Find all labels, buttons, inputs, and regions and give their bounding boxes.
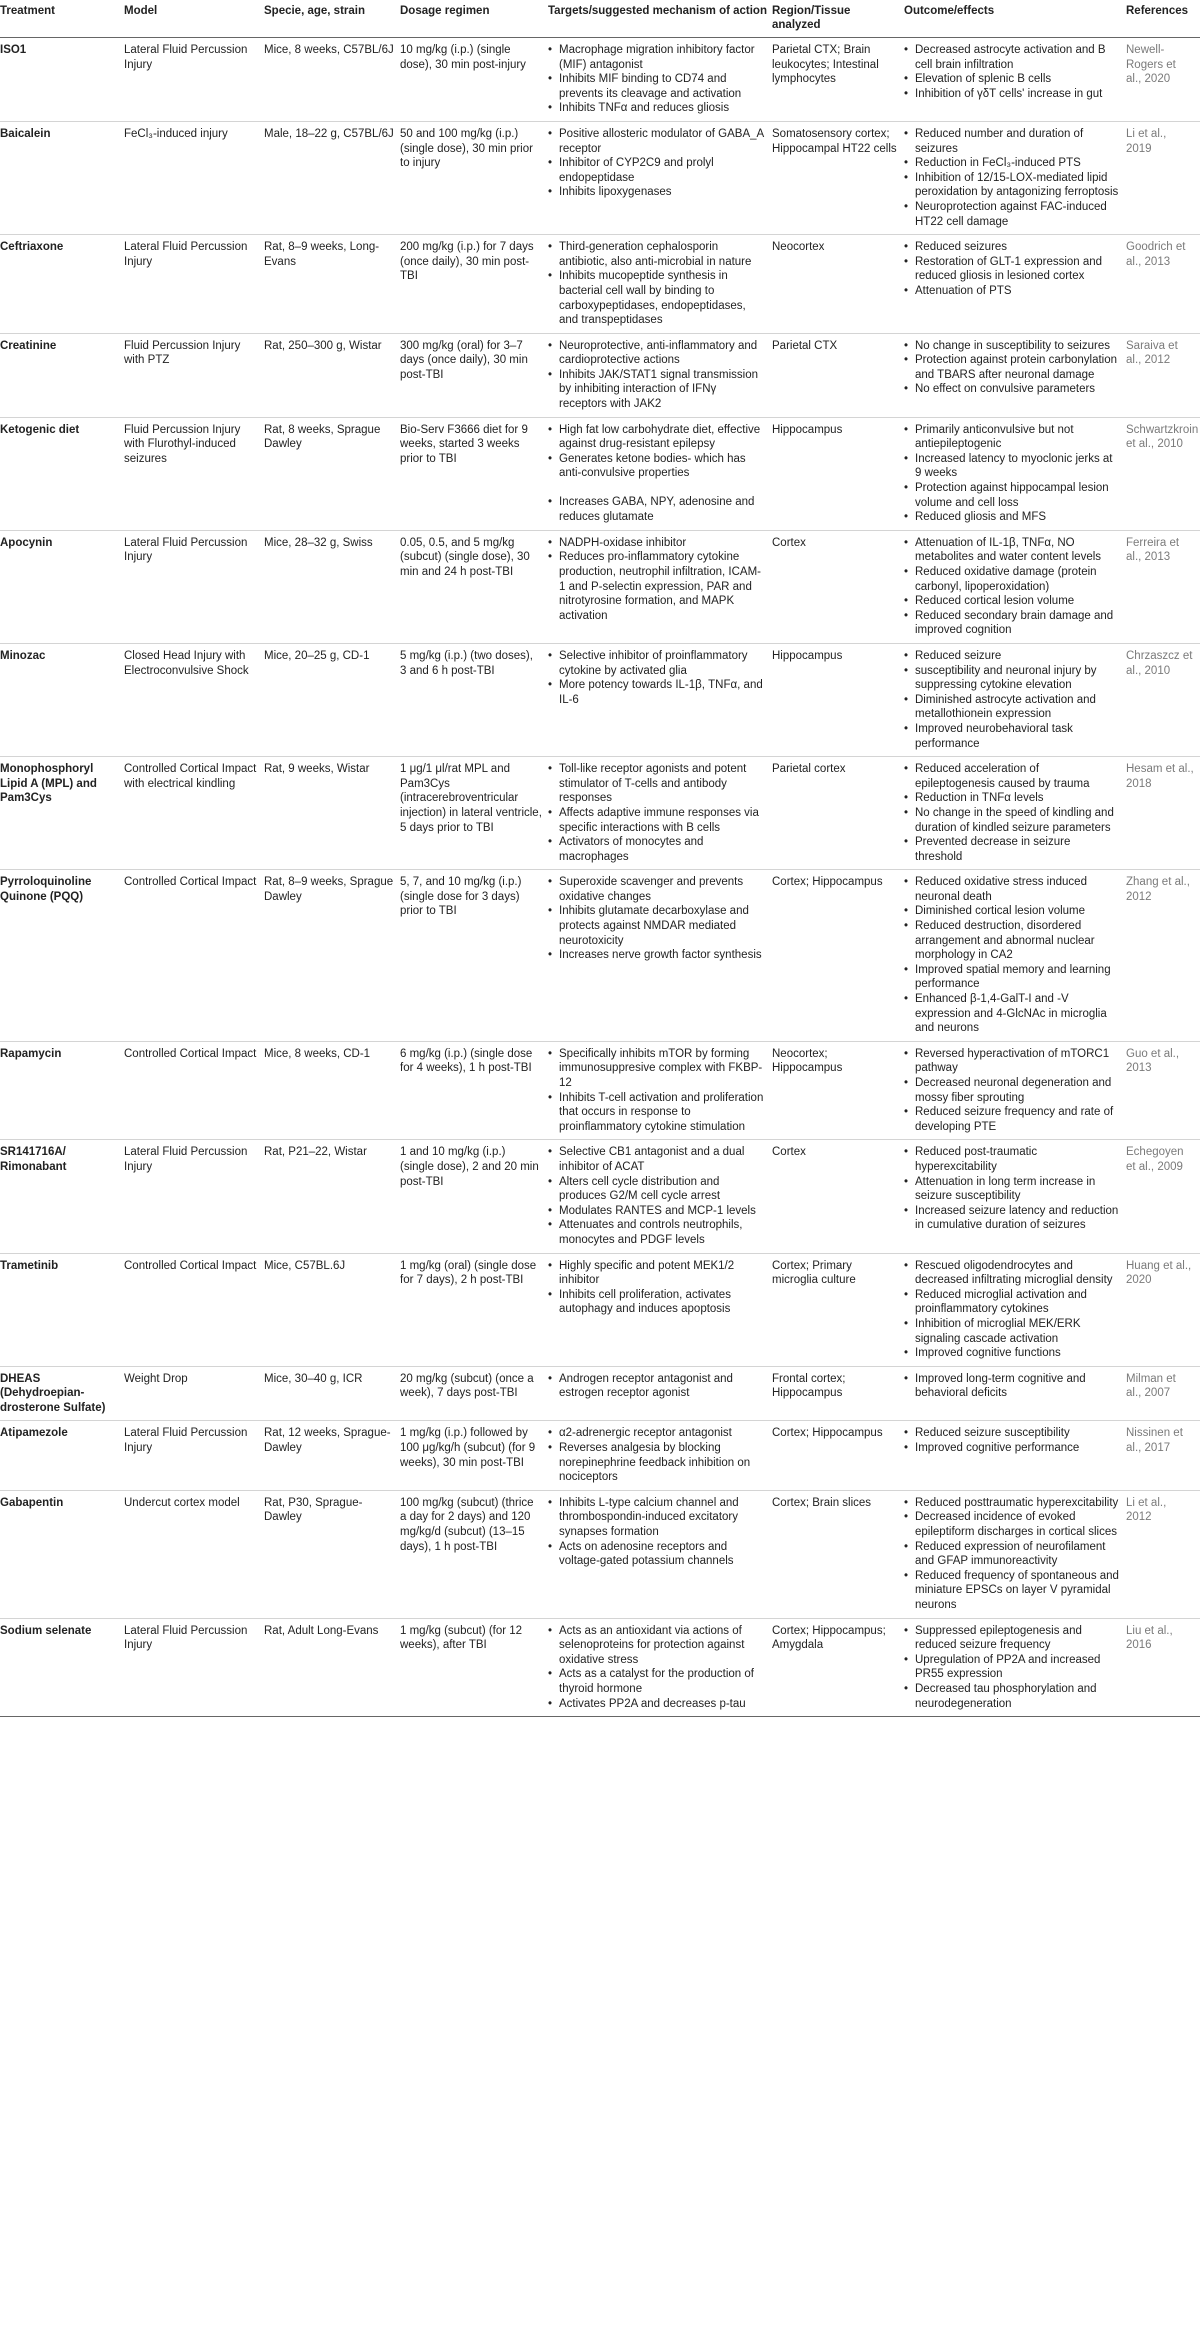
list-item: • Alters cell cycle distribution and produces G2/M cell cycle arrest [548,1175,766,1204]
list-item: • Enhanced β-1,4-GalT-I and -V expression and 4-GlcNAc in microglia and neurons [904,992,1120,1036]
list-item: • Reverses analgesia by blocking norepinephrine feedback inhibition on nociceptors [548,1441,766,1485]
list-item: • Positive allosteric modulator of GABA_A receptor [548,127,766,156]
list-item: • High fat low carbohydrate diet, effective against drug-resistant epilepsy [548,423,766,452]
targets-cell-list [548,762,766,864]
reference-cell: Chrzaszcz et al., 2010 [1126,643,1200,756]
targets-cell [548,235,772,334]
model-cell: Lateral Fluid Percussion Injury [124,1421,264,1490]
region-cell: Cortex [772,1140,904,1253]
list-item: • Inhibits lipoxygenases [548,185,766,200]
list-item: • Prevented decrease in seizure threshold [904,835,1120,864]
reference-cell: Echegoyen et al., 2009 [1126,1140,1200,1253]
targets-cell-list [548,536,766,624]
header-treatment: Treatment [0,0,124,38]
dosage-cell: 5, 7, and 10 mg/kg (i.p.) (single dose for 3 days) prior to TBI [400,870,548,1042]
header-references: References [1126,0,1200,38]
table-row [0,1140,1200,1253]
list-item: • Reduces pro-inflammatory cytokine production, neutrophil infiltration, ICAM-1 and P-selectin expression, PAR and nitrotyrosine formation, and MAPK activation [548,550,766,623]
reference-cell: Hesam et al., 2018 [1126,757,1200,870]
outcome-cell-list [904,762,1120,864]
treatment-cell: Baicalein [0,121,124,234]
treatment-cell: Minozac [0,643,124,756]
list-item: • Attenuation of PTS [904,284,1120,299]
outcome-cell [904,1421,1126,1490]
targets-cell [548,333,772,417]
list-item: • α2-adrenergic receptor antagonist [548,1426,766,1441]
outcome-cell [904,757,1126,870]
list-item: • Reduced number and duration of seizures [904,127,1120,156]
treatment-cell: Rapamycin [0,1041,124,1140]
region-cell: Cortex; Hippocampus [772,870,904,1042]
targets-cell-list [548,1259,766,1317]
list-item: • Improved neurobehavioral task performance [904,722,1120,751]
dosage-cell: 100 mg/kg (subcut) (thrice a day for 2 days) and 120 mg/kg/d (subcut) (13–15 days), 1 h post-TBI [400,1490,548,1618]
table-row [0,1490,1200,1618]
list-item: • Elevation of splenic B cells [904,72,1120,87]
list-item: • Upregulation of PP2A and increased PR55 expression [904,1653,1120,1682]
list-item: • Highly specific and potent MEK1/2 inhibitor [548,1259,766,1288]
list-item: • Diminished astrocyte activation and metallothionein expression [904,693,1120,722]
reference-cell: Milman et al., 2007 [1126,1366,1200,1421]
region-cell: Cortex; Brain slices [772,1490,904,1618]
list-item: • Selective CB1 antagonist and a dual inhibitor of ACAT [548,1145,766,1174]
reference-cell: Schwartzkroin et al., 2010 [1126,417,1200,530]
list-item: • No effect on convulsive parameters [904,382,1120,397]
region-cell: Cortex [772,530,904,643]
targets-cell [548,1140,772,1253]
targets-cell-list [548,1145,766,1247]
treatment-cell: Creatinine [0,333,124,417]
list-item: • Affects adaptive immune responses via specific interactions with B cells [548,806,766,835]
list-item: • Suppressed epileptogenesis and reduced seizure frequency [904,1624,1120,1653]
outcome-cell-list [904,536,1120,638]
model-cell: Undercut cortex model [124,1490,264,1618]
region-cell: Parietal CTX; Brain leukocytes; Intestinal lymphocytes [772,38,904,122]
list-item: • Reduced acceleration of epileptogenesis caused by trauma [904,762,1120,791]
list-item: • Increased latency to myoclonic jerks at 9 weeks [904,452,1120,481]
targets-cell-list [548,649,766,707]
list-item: • susceptibility and neuronal injury by suppressing cytokine elevation [904,664,1120,693]
outcome-cell [904,1041,1126,1140]
outcome-cell [904,1366,1126,1421]
species-cell: Rat, 8 weeks, Sprague Dawley [264,417,400,530]
table-row [0,38,1200,122]
outcome-cell [904,38,1126,122]
table-row [0,1041,1200,1140]
list-item: • No change in the speed of kindling and duration of kindled seizure parameters [904,806,1120,835]
targets-cell [548,1618,772,1717]
list-item: • Attenuation of IL-1β, TNFα, NO metabolites and water content levels [904,536,1120,565]
targets-cell [548,643,772,756]
list-item: • Reduction in TNFα levels [904,791,1120,806]
dosage-cell: 10 mg/kg (i.p.) (single dose), 30 min post-injury [400,38,548,122]
region-cell: Cortex; Primary microglia culture [772,1253,904,1366]
outcome-cell [904,235,1126,334]
table-header-row [0,0,1200,38]
treatment-cell: Ketogenic diet [0,417,124,530]
species-cell: Mice, 30–40 g, ICR [264,1366,400,1421]
model-cell: Closed Head Injury with Electroconvulsive Shock [124,643,264,756]
dosage-cell: 1 mg/kg (i.p.) followed by 100 μg/kg/h (subcut) (for 9 weeks), 30 min post-TBI [400,1421,548,1490]
table-row [0,121,1200,234]
species-cell: Male, 18–22 g, C57BL/6J [264,121,400,234]
list-item: • Decreased astrocyte activation and B cell brain infiltration [904,43,1120,72]
outcome-cell-list [904,339,1120,397]
targets-cell [548,1366,772,1421]
species-cell: Mice, 8 weeks, CD-1 [264,1041,400,1140]
list-item: • Third-generation cephalosporin antibiotic, also anti-microbial in nature [548,240,766,269]
list-item: • Inhibitor of CYP2C9 and prolyl endopeptidase [548,156,766,185]
targets-cell [548,417,772,530]
dosage-cell: 0.05, 0.5, and 5 mg/kg (subcut) (single dose), 30 min and 24 h post-TBI [400,530,548,643]
species-cell: Rat, 8–9 weeks, Long-Evans [264,235,400,334]
treatment-cell: Trametinib [0,1253,124,1366]
reference-cell: Goodrich et al., 2013 [1126,235,1200,334]
list-item: • Improved cognitive functions [904,1346,1120,1361]
list-item: • Toll-like receptor agonists and potent stimulator of T-cells and antibody responses [548,762,766,806]
model-cell: Fluid Percussion Injury with Flurothyl-induced seizures [124,417,264,530]
list-item: • Inhibits JAK/STAT1 signal transmission by inhibiting interaction of IFNγ receptors with JAK2 [548,368,766,412]
list-item: • Inhibits cell proliferation, activates autophagy and induces apoptosis [548,1288,766,1317]
outcome-cell [904,1253,1126,1366]
reference-cell: Li et al., 2012 [1126,1490,1200,1618]
species-cell: Rat, Adult Long-Evans [264,1618,400,1717]
targets-cell [548,1421,772,1490]
species-cell: Mice, 8 weeks, C57BL/6J [264,38,400,122]
outcome-cell-list [904,1259,1120,1361]
species-cell: Rat, P30, Sprague-Dawley [264,1490,400,1618]
list-item: • NADPH-oxidase inhibitor [548,536,766,551]
list-item: • Inhibits MIF binding to CD74 and prevents its cleavage and activation [548,72,766,101]
dosage-cell: 1 and 10 mg/kg (i.p.) (single dose), 2 and 20 min post-TBI [400,1140,548,1253]
list-item: • Reduction in FeCl₃-induced PTS [904,156,1120,171]
region-cell: Hippocampus [772,417,904,530]
targets-cell [548,121,772,234]
list-item: • Improved cognitive performance [904,1441,1120,1456]
list-item: • Inhibits glutamate decarboxylase and protects against NMDAR mediated neurotoxicity [548,904,766,948]
list-item: • Inhibition of 12/15-LOX-mediated lipid peroxidation by antagonizing ferroptosis [904,171,1120,200]
list-item: • Reduced seizure [904,649,1120,664]
table-row [0,1421,1200,1490]
list-item: • Inhibits L-type calcium channel and thrombospondin-induced excitatory synapses formation [548,1496,766,1540]
model-cell: Fluid Percussion Injury with PTZ [124,333,264,417]
species-cell: Rat, 8–9 weeks, Sprague Dawley [264,870,400,1042]
targets-cell-list [548,127,766,200]
list-item: • Reduced frequency of spontaneous and miniature EPSCs on layer V pyramidal neurons [904,1569,1120,1613]
dosage-cell: 1 μg/1 μl/rat MPL and Pam3Cys (intracerebroventricular injection) in lateral ventricle, 5 days prior to TBI [400,757,548,870]
region-cell: Parietal cortex [772,757,904,870]
table-row [0,870,1200,1042]
list-item: • Reduced seizure frequency and rate of developing PTE [904,1105,1120,1134]
list-item: • Acts on adenosine receptors and voltage-gated potassium channels [548,1540,766,1569]
header-outcome: Outcome/effects [904,0,1126,38]
table-row [0,1366,1200,1421]
table-body [0,38,1200,1717]
dosage-cell: 200 mg/kg (i.p.) for 7 days (once daily), 30 min post-TBI [400,235,548,334]
list-item: • Reduced cortical lesion volume [904,594,1120,609]
model-cell: FeCl₃-induced injury [124,121,264,234]
list-item: • Restoration of GLT-1 expression and reduced gliosis in lesioned cortex [904,255,1120,284]
outcome-cell [904,643,1126,756]
model-cell: Controlled Cortical Impact [124,870,264,1042]
list-item: • No change in susceptibility to seizures [904,339,1120,354]
list-item: • Increases nerve growth factor synthesis [548,948,766,963]
list-item: • Inhibits TNFα and reduces gliosis [548,101,766,116]
list-item: • Protection against protein carbonylation and TBARS after neuronal damage [904,353,1120,382]
outcome-cell-list [904,1496,1120,1613]
model-cell: Lateral Fluid Percussion Injury [124,1618,264,1717]
region-cell: Cortex; Hippocampus [772,1421,904,1490]
targets-cell-list [548,1372,766,1401]
list-item: • Reduced expression of neurofilament and GFAP immunoreactivity [904,1540,1120,1569]
outcome-cell [904,1140,1126,1253]
list-item: • Reduced posttraumatic hyperexcitability [904,1496,1120,1511]
list-item: • Decreased neuronal degeneration and mossy fiber sprouting [904,1076,1120,1105]
targets-cell [548,870,772,1042]
table-row [0,530,1200,643]
reference-cell: Newell-Rogers et al., 2020 [1126,38,1200,122]
species-cell: Rat, 12 weeks, Sprague-Dawley [264,1421,400,1490]
reference-cell: Li et al., 2019 [1126,121,1200,234]
treatment-cell: Ceftriaxone [0,235,124,334]
list-item: • Increases GABA, NPY, adenosine and reduces glutamate [548,495,766,524]
list-item: • Primarily anticonvulsive but not antiepileptogenic [904,423,1120,452]
species-cell: Mice, 20–25 g, CD-1 [264,643,400,756]
treatment-cell: Gabapentin [0,1490,124,1618]
list-item: • Attenuation in long term increase in seizure susceptibility [904,1175,1120,1204]
dosage-cell: Bio-Serv F3666 diet for 9 weeks, started 3 weeks prior to TBI [400,417,548,530]
list-item: • Superoxide scavenger and prevents oxidative changes [548,875,766,904]
table-row [0,333,1200,417]
species-cell: Rat, 9 weeks, Wistar [264,757,400,870]
outcome-cell [904,530,1126,643]
species-cell: Rat, P21–22, Wistar [264,1140,400,1253]
list-item: • Rescued oligodendrocytes and decreased infiltrating microglial density [904,1259,1120,1288]
outcome-cell-list [904,1624,1120,1712]
outcome-cell-list [904,43,1120,101]
outcome-cell-list [904,875,1120,1036]
list-item: • Inhibits mucopeptide synthesis in bacterial cell wall by binding to carboxypeptidases, endopeptidases, and transpeptidases [548,269,766,327]
treatment-cell: SR141716A/ Rimonabant [0,1140,124,1253]
dosage-cell: 1 mg/kg (subcut) (for 12 weeks), after TBI [400,1618,548,1717]
list-item: • Modulates RANTES and MCP-1 levels [548,1204,766,1219]
header-region: Region/Tissue analyzed [772,0,904,38]
reference-cell: Nissinen et al., 2017 [1126,1421,1200,1490]
table-row [0,1618,1200,1717]
outcome-cell-list [904,1145,1120,1233]
treatment-cell: Monophosphoryl Lipid A (MPL) and Pam3Cys [0,757,124,870]
header-targets: Targets/suggested mechanism of action [548,0,772,38]
table-row [0,1253,1200,1366]
list-item: • Neuroprotection against FAC-induced HT22 cell damage [904,200,1120,229]
species-cell: Mice, C57BL.6J [264,1253,400,1366]
model-cell: Lateral Fluid Percussion Injury [124,1140,264,1253]
outcome-cell [904,417,1126,530]
species-cell: Rat, 250–300 g, Wistar [264,333,400,417]
list-item: • Activators of monocytes and macrophages [548,835,766,864]
targets-cell-list [548,339,766,412]
model-cell: Weight Drop [124,1366,264,1421]
reference-cell: Ferreira et al., 2013 [1126,530,1200,643]
outcome-cell-list [904,240,1120,298]
list-item: • Inhibition of γδT cells' increase in gut [904,87,1120,102]
list-item: • Selective inhibitor of proinflammatory cytokine by activated glia [548,649,766,678]
list-item: • Decreased incidence of evoked epileptiform discharges in cortical slices [904,1510,1120,1539]
outcome-cell [904,333,1126,417]
region-cell: Parietal CTX [772,333,904,417]
list-item: • Reduced secondary brain damage and improved cognition [904,609,1120,638]
list-item: • Diminished cortical lesion volume [904,904,1120,919]
targets-cell [548,1041,772,1140]
region-cell: Neocortex; Hippocampus [772,1041,904,1140]
model-cell: Lateral Fluid Percussion Injury [124,530,264,643]
dosage-cell: 5 mg/kg (i.p.) (two doses), 3 and 6 h post-TBI [400,643,548,756]
list-item: • More potency towards IL-1β, TNFα, and IL-6 [548,678,766,707]
targets-cell-list [548,1426,766,1484]
list-item: • Neuroprotective, anti-inflammatory and cardioprotective actions [548,339,766,368]
dosage-cell: 1 mg/kg (oral) (single dose for 7 days), 2 h post-TBI [400,1253,548,1366]
outcome-cell-list [904,1372,1120,1401]
dosage-cell: 6 mg/kg (i.p.) (single dose for 4 weeks), 1 h post-TBI [400,1041,548,1140]
list-item: • Acts as a catalyst for the production of thyroid hormone [548,1667,766,1696]
reference-cell: Zhang et al., 2012 [1126,870,1200,1042]
targets-cell-list [548,240,766,328]
targets-cell-list [548,1496,766,1569]
targets-cell [548,530,772,643]
table-row [0,235,1200,334]
list-item: • Attenuates and controls neutrophils, monocytes and PDGF levels [548,1218,766,1247]
targets-cell-list [548,423,766,525]
list-item: • Activates PP2A and decreases p-tau [548,1697,766,1712]
outcome-cell [904,1490,1126,1618]
region-cell: Cortex; Hippocampus; Amygdala [772,1618,904,1717]
list-item: • Reduced destruction, disordered arrangement and abnormal nuclear morphology in CA2 [904,919,1120,963]
model-cell: Lateral Fluid Percussion Injury [124,38,264,122]
region-cell: Hippocampus [772,643,904,756]
list-item: • Inhibition of microglial MEK/ERK signaling cascade activation [904,1317,1120,1346]
targets-cell [548,757,772,870]
treatment-cell: Apocynin [0,530,124,643]
treatment-cell: Sodium selenate [0,1618,124,1717]
list-item: • Reduced oxidative damage (protein carbonyl, lipoperoxidation) [904,565,1120,594]
region-cell: Somatosensory cortex; Hippocampal HT22 cells [772,121,904,234]
list-item: • Generates ketone bodies- which has anti-convulsive properties [548,452,766,481]
table-row [0,417,1200,530]
header-model: Model [124,0,264,38]
model-cell: Controlled Cortical Impact [124,1041,264,1140]
model-cell: Controlled Cortical Impact with electrical kindling [124,757,264,870]
outcome-cell-list [904,1047,1120,1135]
species-cell: Mice, 28–32 g, Swiss [264,530,400,643]
region-cell: Frontal cortex; Hippocampus [772,1366,904,1421]
list-item: • Specifically inhibits mTOR by forming immunosuppresive complex with FKBP-12 [548,1047,766,1091]
outcome-cell-list [904,649,1120,751]
list-item: • Inhibits T-cell activation and proliferation that occurs in response to proinflammatory cytokine stimulation [548,1091,766,1135]
list-item: • Reversed hyperactivation of mTORC1 pathway [904,1047,1120,1076]
table-row [0,757,1200,870]
targets-cell-list [548,43,766,116]
list-item: • Reduced seizures [904,240,1120,255]
reference-cell: Liu et al., 2016 [1126,1618,1200,1717]
region-cell: Neocortex [772,235,904,334]
list-item: • Reduced post-traumatic hyperexcitability [904,1145,1120,1174]
list-item: • Macrophage migration inhibitory factor (MIF) antagonist [548,43,766,72]
targets-cell [548,1253,772,1366]
outcome-cell-list [904,127,1120,229]
treatment-cell: DHEAS (Dehydroepian-drosterone Sulfate) [0,1366,124,1421]
dosage-cell: 300 mg/kg (oral) for 3–7 days (once daily), 30 min post-TBI [400,333,548,417]
outcome-cell-list [904,1426,1120,1455]
table-row [0,643,1200,756]
list-item: • Androgen receptor antagonist and estrogen receptor agonist [548,1372,766,1401]
outcome-cell [904,121,1126,234]
list-item: • Decreased tau phosphorylation and neurodegeneration [904,1682,1120,1711]
reference-cell: Huang et al., 2020 [1126,1253,1200,1366]
list-item: • Protection against hippocampal lesion volume and cell loss [904,481,1120,510]
targets-cell-list [548,875,766,963]
list-item: • Improved spatial memory and learning performance [904,963,1120,992]
header-dosage: Dosage regimen [400,0,548,38]
list-item: • Reduced seizure susceptibility [904,1426,1120,1441]
treatment-cell: Pyrroloquinoline Quinone (PQQ) [0,870,124,1042]
list-item: • Reduced oxidative stress induced neuronal death [904,875,1120,904]
list-item: • Reduced gliosis and MFS [904,510,1120,525]
outcome-cell [904,1618,1126,1717]
outcome-cell [904,870,1126,1042]
targets-cell [548,1490,772,1618]
dosage-cell: 20 mg/kg (subcut) (once a week), 7 days post-TBI [400,1366,548,1421]
list-item: • Acts as an antioxidant via actions of selenoproteins for protection against oxidative stress [548,1624,766,1668]
list-item: • Reduced microglial activation and proinflammatory cytokines [904,1288,1120,1317]
model-cell: Lateral Fluid Percussion Injury [124,235,264,334]
treatment-cell: ISO1 [0,38,124,122]
targets-cell-list [548,1624,766,1712]
header-species: Specie, age, strain [264,0,400,38]
outcome-cell-list [904,423,1120,525]
dosage-cell: 50 and 100 mg/kg (i.p.) (single dose), 30 min prior to injury [400,121,548,234]
model-cell: Controlled Cortical Impact [124,1253,264,1366]
targets-cell-list [548,1047,766,1135]
reference-cell: Guo et al., 2013 [1126,1041,1200,1140]
list-item: • Increased seizure latency and reduction in cumulative duration of seizures [904,1204,1120,1233]
reference-cell: Saraiva et al., 2012 [1126,333,1200,417]
treatment-cell: Atipamezole [0,1421,124,1490]
targets-cell [548,38,772,122]
list-item: • Improved long-term cognitive and behavioral deficits [904,1372,1120,1401]
